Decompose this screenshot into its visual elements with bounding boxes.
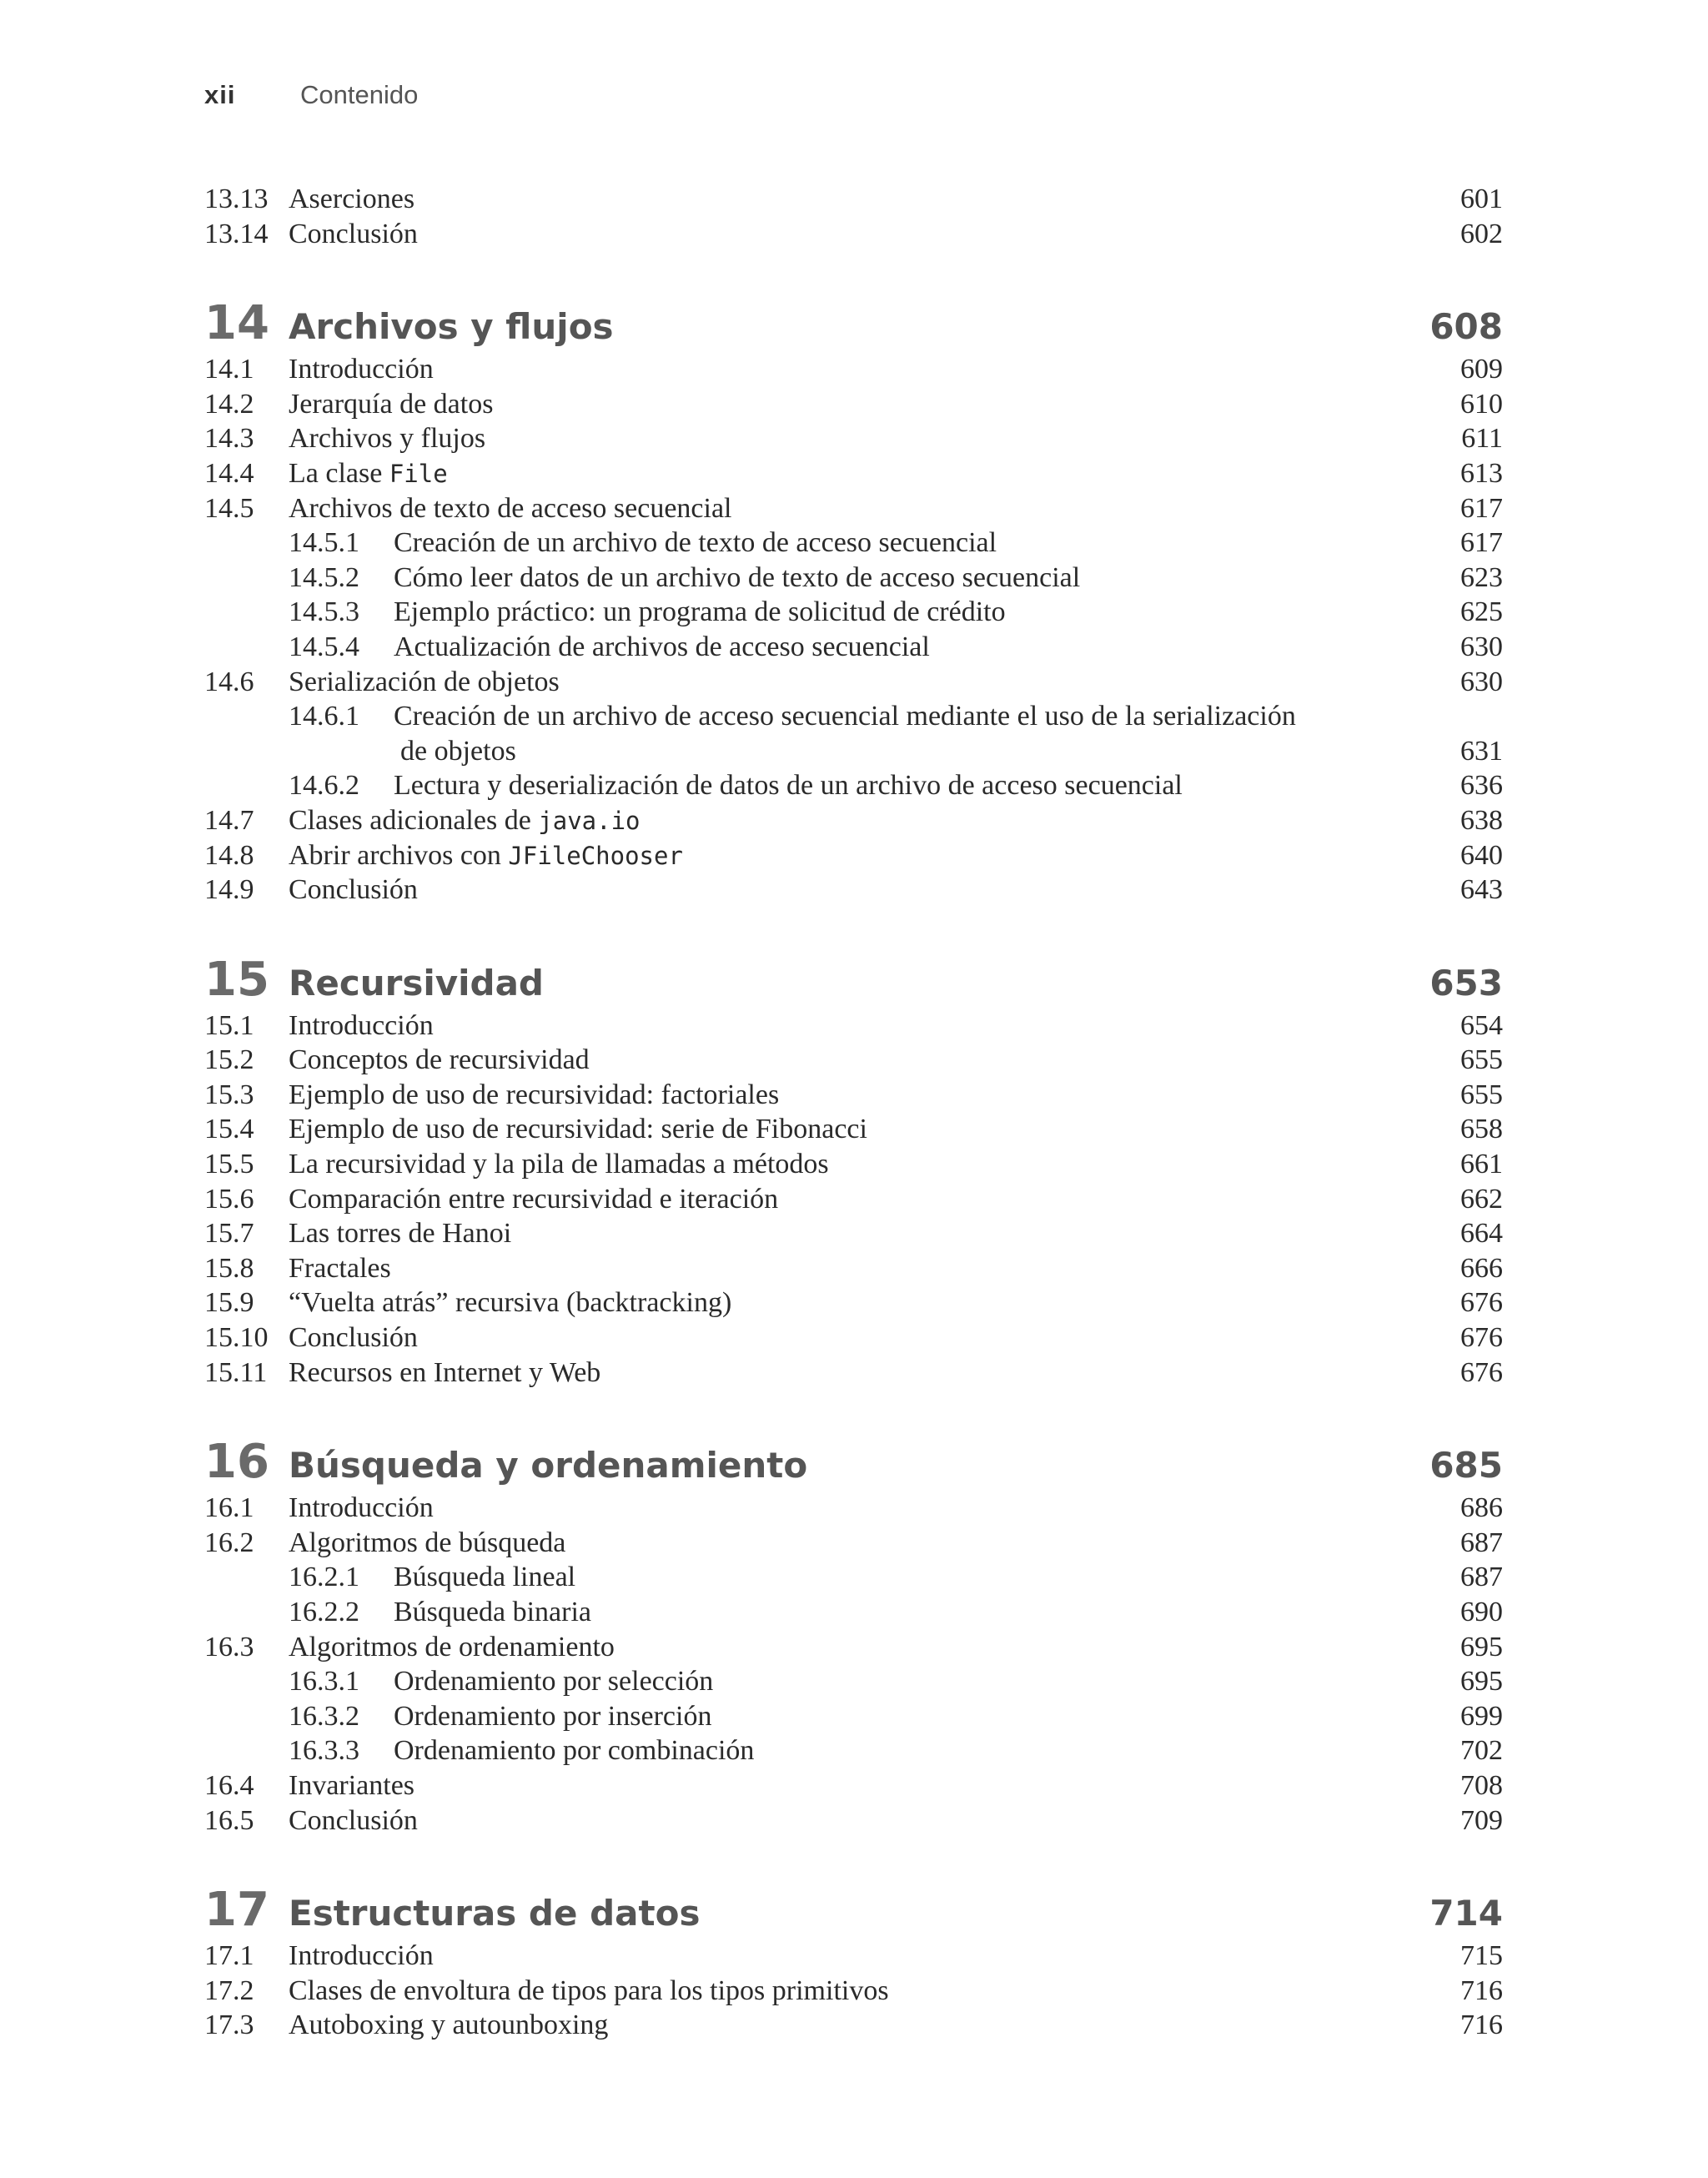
toc-section-entry: [204, 1491, 1503, 1526]
section-number: 14.5.3: [289, 596, 359, 628]
page-number: 708: [1460, 1769, 1503, 1801]
toc-subsection-entry: [204, 699, 1503, 734]
section-title: [289, 491, 731, 526]
section-title: [289, 1251, 391, 1286]
section-number: 14.3: [204, 423, 254, 455]
toc-section-entry: [204, 665, 1503, 700]
toc-section-entry: [204, 1147, 1503, 1182]
section-title-text: Ejemplo de uso de recursividad: factoriales: [289, 1079, 780, 1110]
section-number: 17.3: [204, 2009, 254, 2041]
section-title-text: Archivos de texto de acceso secuencial: [289, 492, 732, 524]
section-title-text: Búsqueda lineal: [394, 1562, 576, 1593]
section-title: [289, 456, 448, 492]
section-number: 14.6: [204, 666, 254, 697]
section-title: [289, 1216, 511, 1251]
toc-section-entry: [204, 1216, 1503, 1251]
section-title-text: Cómo leer datos de un archivo de texto de acceso secuencial: [394, 561, 1081, 593]
page-number: 640: [1460, 839, 1503, 871]
section-title: [289, 1112, 867, 1147]
section-title: [394, 699, 1296, 734]
section-title: [289, 1491, 434, 1526]
section-title: [289, 1803, 418, 1838]
toc-section-entry: [204, 1939, 1503, 1974]
section-number: 16.5: [204, 1804, 254, 1836]
section-title-text: Las torres de Hanoi: [289, 1218, 512, 1250]
page-number: 611: [1461, 423, 1503, 455]
page-number: 623: [1460, 561, 1503, 593]
section-title-text: Autoboxing y autounboxing: [289, 2009, 609, 2041]
chapter-number: 14: [204, 296, 269, 351]
section-title: [394, 595, 1006, 630]
toc-section-entry: [204, 1112, 1503, 1147]
section-title: [394, 1733, 754, 1768]
section-title-text: La recursividad y la pila de llamadas a métodos: [289, 1149, 829, 1180]
section-title-text: Ejemplo práctico: un programa de solicitud de crédito: [394, 596, 1006, 628]
chapter-heading: [204, 952, 1503, 1009]
section-title-text: Jerarquía de datos: [289, 388, 494, 420]
code-identifier: File: [389, 459, 448, 488]
section-number: 14.6.1: [289, 701, 359, 732]
section-number: 14.5.2: [289, 561, 359, 593]
chapter-number: 17: [204, 1883, 269, 1938]
section-title-text: Ordenamiento por inserción: [394, 1700, 712, 1732]
section-number: 14.5.1: [289, 527, 359, 559]
chapter-spacer: [204, 908, 1503, 936]
toc-subsection-entry: [204, 595, 1503, 630]
section-number: 14.4: [204, 457, 254, 489]
toc-section-entry: [204, 1009, 1503, 1044]
toc-section-entry: [204, 1320, 1503, 1356]
chapter-page-number: 685: [1429, 1445, 1503, 1486]
section-title-text: Algoritmos de ordenamiento: [289, 1631, 615, 1662]
section-title: [289, 182, 414, 217]
page-number: 654: [1460, 1009, 1503, 1041]
page-number: 716: [1460, 2009, 1503, 2041]
section-title-text: Algoritmos de búsqueda: [289, 1527, 566, 1558]
toc-section-entry: [204, 1630, 1503, 1665]
toc-subsection-entry: [204, 526, 1503, 561]
section-number: 15.2: [204, 1044, 254, 1076]
chapter-heading: [204, 296, 1503, 352]
section-title-text: Conclusión: [289, 1322, 418, 1354]
page-number: 676: [1460, 1356, 1503, 1388]
toc-section-entry: [204, 838, 1503, 873]
toc-section-entry: [204, 1526, 1503, 1561]
chapter-title: Estructuras de datos: [289, 1893, 701, 1934]
page-number: 666: [1460, 1252, 1503, 1284]
section-number: 16.2.2: [289, 1597, 359, 1627]
page-number: 686: [1460, 1492, 1503, 1524]
toc-section-entry: [204, 803, 1503, 838]
page-number: 687: [1460, 1562, 1503, 1593]
section-title: [289, 1182, 778, 1217]
section-title: [289, 387, 493, 422]
section-title-text: Introducción: [289, 1009, 434, 1041]
toc-section-entry: [204, 873, 1503, 908]
section-title-text: Introducción: [289, 354, 434, 385]
section-title-text: Conclusión: [289, 1804, 418, 1836]
toc-section-entry: [204, 1974, 1503, 2009]
chapter-title: Archivos y flujos: [289, 306, 614, 348]
page-number: 625: [1460, 596, 1503, 628]
section-number: 15.8: [204, 1252, 254, 1284]
running-head: [204, 80, 418, 122]
section-title-text: Recursos en Internet y Web: [289, 1356, 601, 1388]
page-number: 643: [1460, 874, 1503, 906]
section-title: [394, 1664, 713, 1699]
section-title: [289, 217, 418, 252]
toc-subsection-entry: [204, 1664, 1503, 1699]
section-number: 13.13: [204, 184, 269, 214]
toc-section-entry: [204, 217, 1503, 252]
section-number: 15.9: [204, 1287, 254, 1319]
section-title: [289, 665, 560, 700]
section-title: [394, 768, 1183, 803]
toc-section-entry: [204, 1356, 1503, 1391]
section-title: [289, 873, 418, 908]
chapter-number: 16: [204, 1435, 269, 1490]
section-title: [289, 2008, 608, 2043]
chapter-page-number: 608: [1429, 306, 1503, 348]
section-number: 15.3: [204, 1079, 254, 1110]
section-title-text: Invariantes: [289, 1769, 415, 1801]
section-number: 16.2.1: [289, 1562, 359, 1593]
toc-section-entry: [204, 1078, 1503, 1113]
page-number: 658: [1460, 1114, 1503, 1145]
section-number: 16.1: [204, 1492, 254, 1524]
section-number: 16.3.3: [289, 1735, 359, 1767]
page-number: 695: [1460, 1631, 1503, 1662]
section-title: [289, 1320, 418, 1356]
toc-subsection-entry: [204, 768, 1503, 803]
page-number: 613: [1460, 457, 1503, 489]
toc-section-entry: [204, 2008, 1503, 2043]
section-title: [394, 630, 930, 665]
section-number: 14.8: [204, 839, 254, 871]
section-title: [289, 1009, 434, 1044]
section-number: 14.9: [204, 874, 254, 906]
toc-section-entry: [204, 182, 1503, 217]
section-title: [394, 1595, 591, 1630]
page-number: 610: [1460, 388, 1503, 420]
section-number: 13.14: [204, 218, 269, 249]
section-title-text: La clase: [289, 457, 389, 489]
section-title-text: Clases de envoltura de tipos para los tipos primitivos: [289, 1974, 889, 2006]
section-title-text: de objetos: [400, 735, 516, 767]
section-number: 16.2: [204, 1527, 254, 1558]
section-title: [289, 1974, 889, 2009]
section-number: 15.7: [204, 1218, 254, 1250]
chapter-spacer: [204, 1390, 1503, 1418]
toc-section-entry: [204, 421, 1503, 456]
chapter-number: 15: [204, 952, 269, 1007]
section-title: [289, 838, 683, 874]
chapter-heading: [204, 1883, 1503, 1939]
page-number: 676: [1460, 1287, 1503, 1319]
toc-section-entry: [204, 1285, 1503, 1320]
section-title: [289, 421, 485, 456]
page-number: 676: [1460, 1322, 1503, 1354]
page-number: 716: [1460, 1974, 1503, 2006]
section-number: 15.11: [204, 1356, 268, 1388]
section-number: 15.1: [204, 1009, 254, 1041]
page-number: 690: [1460, 1597, 1503, 1627]
toc-section-entry: [204, 1182, 1503, 1217]
section-number: 15.4: [204, 1114, 254, 1145]
page-number: 661: [1460, 1149, 1503, 1180]
code-identifier: JFileChooser: [508, 841, 683, 870]
section-number: 17.2: [204, 1974, 254, 2006]
page-number: 630: [1460, 666, 1503, 697]
running-head-title: Contenido: [300, 80, 419, 109]
section-title: [289, 1043, 590, 1078]
chapter-title: Recursividad: [289, 962, 544, 1003]
chapter-page-number: 714: [1429, 1893, 1503, 1934]
chapter-title: Búsqueda y ordenamiento: [289, 1445, 808, 1486]
section-number: 14.2: [204, 388, 254, 420]
section-title: [289, 1285, 731, 1320]
page-number: 631: [1460, 735, 1503, 767]
section-title: [289, 1939, 434, 1974]
page-number: 687: [1460, 1527, 1503, 1558]
section-title-text: Conclusión: [289, 874, 418, 906]
section-number: 15.10: [204, 1322, 269, 1354]
section-title-text: Ejemplo de uso de recursividad: serie de Fibonacci: [289, 1114, 867, 1145]
chapter-spacer: [204, 251, 1503, 279]
section-title: [289, 1526, 565, 1561]
page-number: 636: [1460, 770, 1503, 802]
section-number: 16.3.1: [289, 1666, 359, 1698]
page-number: 601: [1460, 184, 1503, 214]
section-title: [394, 526, 997, 561]
table-of-contents: [204, 182, 1503, 2043]
page-number: 662: [1460, 1183, 1503, 1215]
toc-section-entry: [204, 352, 1503, 387]
section-title-text: Conclusión: [289, 218, 418, 249]
code-identifier: java.io: [538, 806, 640, 835]
section-number: 15.5: [204, 1149, 254, 1180]
page-number: 638: [1460, 804, 1503, 836]
page-number: 695: [1460, 1666, 1503, 1698]
section-number: 16.3.2: [289, 1700, 359, 1732]
page-number: 715: [1460, 1940, 1503, 1972]
page-number: 630: [1460, 631, 1503, 662]
toc-section-entry: [204, 491, 1503, 526]
section-number: 16.3: [204, 1631, 254, 1662]
section-title-text: Ordenamiento por combinación: [394, 1735, 755, 1767]
section-title: [289, 1147, 829, 1182]
section-number: 14.5.4: [289, 631, 359, 662]
section-title-text: Clases adicionales de: [289, 804, 539, 836]
page-number: 602: [1460, 218, 1503, 249]
section-title: [289, 1768, 414, 1803]
section-number: 17.1: [204, 1940, 254, 1972]
section-title: [394, 561, 1080, 596]
section-number: 14.5: [204, 492, 254, 524]
toc-subsection-entry: [204, 1560, 1503, 1595]
chapter-page-number: 653: [1429, 962, 1503, 1003]
section-number: 16.4: [204, 1769, 254, 1801]
toc-subsection-entry: [204, 561, 1503, 596]
section-title: [289, 352, 434, 387]
toc-subsection-entry: [204, 630, 1503, 665]
section-title-text: Comparación entre recursividad e iteración: [289, 1183, 779, 1215]
page-number: 664: [1460, 1218, 1503, 1250]
section-number: 14.7: [204, 804, 254, 836]
toc-section-entry: [204, 1768, 1503, 1803]
page-number: 699: [1460, 1700, 1503, 1732]
section-title-text: Conceptos de recursividad: [289, 1044, 590, 1076]
section-title: [289, 803, 640, 839]
toc-section-entry: [204, 456, 1503, 491]
page-number: 655: [1460, 1079, 1503, 1110]
toc-section-entry: [204, 387, 1503, 422]
section-title-text: “Vuelta atrás” recursiva (backtracking): [289, 1287, 732, 1319]
section-title-text: Archivos y flujos: [289, 423, 486, 455]
section-title-text: Creación de un archivo de texto de acceso secuencial: [394, 527, 997, 559]
section-title: [394, 1699, 711, 1734]
page-folio: xii: [204, 80, 236, 109]
toc-subsection-entry: [204, 1733, 1503, 1768]
section-title: [394, 1560, 575, 1595]
toc-subsection-entry: [204, 1699, 1503, 1734]
section-title: [400, 734, 516, 769]
chapter-spacer: [204, 1838, 1503, 1866]
section-title-text: Actualización de archivos de acceso secuencial: [394, 631, 930, 662]
page-number: 655: [1460, 1044, 1503, 1076]
page-number: 609: [1460, 354, 1503, 385]
chapter-heading: [204, 1435, 1503, 1491]
section-title: [289, 1630, 615, 1665]
toc-section-entry: [204, 1251, 1503, 1286]
section-title-text: Fractales: [289, 1252, 391, 1284]
section-title-text: Lectura y deserialización de datos de un archivo de acceso secuencial: [394, 770, 1183, 802]
toc-entry-continuation: [204, 734, 1503, 769]
toc-section-entry: [204, 1043, 1503, 1078]
section-title-text: Creación de un archivo de acceso secuencial mediante el uso de la serialización: [394, 701, 1296, 732]
page-number: 617: [1460, 492, 1503, 524]
section-title-text: Ordenamiento por selección: [394, 1666, 714, 1698]
section-title-text: Abrir archivos con: [289, 839, 509, 871]
section-number: 14.6.2: [289, 770, 359, 802]
section-number: 15.6: [204, 1183, 254, 1215]
section-title: [289, 1078, 779, 1113]
section-number: 14.1: [204, 354, 254, 385]
section-title-text: Introducción: [289, 1492, 434, 1524]
page-number: 709: [1460, 1804, 1503, 1836]
section-title-text: Aserciones: [289, 184, 415, 214]
page-number: 702: [1460, 1735, 1503, 1767]
toc-section-entry: [204, 1803, 1503, 1838]
toc-subsection-entry: [204, 1595, 1503, 1630]
page-number: 617: [1460, 527, 1503, 559]
section-title-text: Serialización de objetos: [289, 666, 560, 697]
section-title: [289, 1356, 600, 1391]
section-title-text: Búsqueda binaria: [394, 1597, 591, 1627]
section-title-text: Introducción: [289, 1940, 434, 1972]
